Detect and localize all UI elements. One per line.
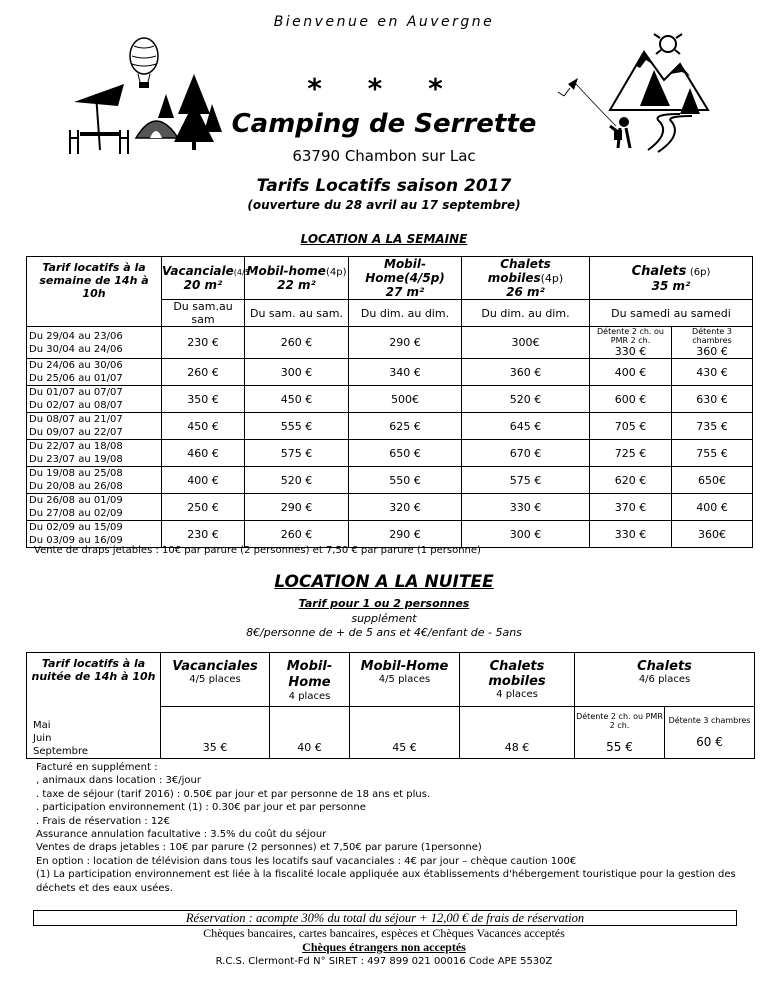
nightly-corner-header: Tarif locatifs à la nuitée de 14h à 10h (27, 653, 161, 707)
price-cell: 520 € (245, 467, 349, 494)
price-cell: 300 € (462, 521, 590, 548)
price-cell: 450 € (245, 386, 349, 413)
notes-block (36, 761, 756, 895)
price-cell: 650€ (672, 467, 753, 494)
period-label: Du sam. au sam. (245, 300, 349, 327)
reservation-box: Réservation : acompte 30% du total du séjour + 12,00 € de frais de réservation (33, 910, 737, 926)
price-cell: 575 € (245, 440, 349, 467)
price-cell: 300€ (462, 327, 590, 359)
col-header: Chalets mobiles(4p) 26 m² (462, 257, 590, 300)
table-row (27, 413, 753, 440)
payment-methods: Chèques bancaires, cartes bancaires, espèces et Chèques Vacances acceptés (203, 926, 565, 940)
table-row (27, 494, 753, 521)
date-range: Du 08/07 au 21/07 Du 09/07 au 22/07 (27, 413, 162, 440)
date-range: Du 01/07 au 07/07 Du 02/07 au 08/07 (27, 386, 162, 413)
price-cell: 290 € (245, 494, 349, 521)
note-line: En option : location de télévision dans tous les locatifs sauf vacanciales : 4€ par jour – chèque caution 100€ (36, 855, 577, 867)
table-row (27, 359, 753, 386)
price-cell: Détente 3 chambres 60 € (665, 707, 755, 759)
price-cell: 40 € (270, 707, 350, 759)
nightly-section-title: LOCATION A LA NUITEE (274, 572, 494, 592)
price-cell: 575 € (462, 467, 590, 494)
price-cell: 260 € (162, 359, 245, 386)
table-row (27, 440, 753, 467)
note-line: Assurance annulation facultative : 3.5% du coût du séjour (36, 829, 327, 841)
price-cell: 620 € (590, 467, 672, 494)
table-row (27, 467, 753, 494)
price-cell: 250 € (162, 494, 245, 521)
date-range: Du 22/07 au 18/08 Du 23/07 au 19/08 (27, 440, 162, 467)
weekly-price-table (26, 256, 753, 548)
weekly-corner-header: Tarif locatifs à la semaine de 14h à 10h (27, 257, 162, 327)
price-cell: 330 € (462, 494, 590, 521)
date-range: Du 26/08 au 01/09 Du 27/08 au 02/09 (27, 494, 162, 521)
col-header: Mobil-Home 4/5 places (350, 653, 460, 707)
period-label: Du sam.au sam (162, 300, 245, 327)
price-cell: Détente 3 chambres 360 € (672, 327, 753, 359)
price-cell: 48 € (460, 707, 575, 759)
period-label: Du dim. au dim. (349, 300, 462, 327)
supplement-text: 8€/personne de + de 5 ans et 4€/enfant de - 5ans (246, 626, 522, 639)
note-line: (1) La participation environnement est liée à la fiscalité locale appliquée aux établissements d'hébergement touristique pour la gestion des déchets et des eaux usées. (36, 869, 736, 894)
opening-dates: (ouverture du 28 avril au 17 septembre) (247, 198, 521, 212)
rating-stars: * * * (307, 72, 461, 105)
period-label: Du dim. au dim. (462, 300, 590, 327)
price-cell: 430 € (672, 359, 753, 386)
price-cell: 350 € (162, 386, 245, 413)
date-range: Du 02/09 au 15/09 Du 03/09 au 16/09 (27, 521, 162, 548)
col-header: Chalets mobiles 4 places (460, 653, 575, 707)
table-row (27, 707, 755, 759)
price-cell: 460 € (162, 440, 245, 467)
price-cell: 555 € (245, 413, 349, 440)
col-header: Mobil-Home 4 places (270, 653, 350, 707)
price-cell: 735 € (672, 413, 753, 440)
price-cell: 650 € (349, 440, 462, 467)
price-cell: 500€ (349, 386, 462, 413)
price-cell: 550 € (349, 467, 462, 494)
price-cell: 370 € (590, 494, 672, 521)
price-cell: 645 € (462, 413, 590, 440)
col-header: Mobil-Home(4/5p) 27 m² (349, 257, 462, 300)
note-line: , animaux dans location : 3€/jour (36, 775, 201, 787)
price-cell: 725 € (590, 440, 672, 467)
price-cell: 360€ (672, 521, 753, 548)
page-title: Camping de Serrette (231, 109, 537, 139)
price-cell: Détente 2 ch. ou PMR 2 ch. 55 € (575, 707, 665, 759)
sheets-note: Vente de draps jetables : 10€ par parure (2 personnes) et 7,50 € par parure (1 personne) (34, 545, 481, 556)
weekly-section-title: LOCATION A LA SEMAINE (300, 232, 468, 246)
price-cell: 340 € (349, 359, 462, 386)
date-range: Du 29/04 au 23/06 Du 30/04 au 24/06 (27, 327, 162, 359)
price-cell: 260 € (245, 521, 349, 548)
price-cell: 450 € (162, 413, 245, 440)
price-cell: 705 € (590, 413, 672, 440)
price-cell: 330 € (590, 521, 672, 548)
price-cell: 625 € (349, 413, 462, 440)
tarif-title: Tarifs Locatifs saison 2017 (256, 176, 512, 196)
price-cell: 400 € (162, 467, 245, 494)
price-cell: 35 € (161, 707, 270, 759)
col-header: Vacanciales 4/5 places (161, 653, 270, 707)
price-cell: 400 € (672, 494, 753, 521)
date-range: Du 19/08 au 25/08 Du 20/08 au 26/08 (27, 467, 162, 494)
period-label: Du samedi au samedi (590, 300, 753, 327)
price-cell: 300 € (245, 359, 349, 386)
month-list: Mai Juin Septembre (27, 707, 161, 759)
registry-info: R.C.S. Clermont-Fd N° SIRET : 497 899 021 00016 Code APE 5530Z (215, 956, 553, 967)
sun-icon (654, 34, 682, 54)
col-header: Chalets (6p) 35 m² (590, 257, 753, 300)
price-cell: 290 € (349, 521, 462, 548)
note-line: Ventes de draps jetables : 10€ par parure (2 personnes) et 7,50€ par parure (1personne) (36, 842, 482, 854)
table-row (27, 386, 753, 413)
nightly-price-table (26, 652, 755, 759)
note-line: . participation environnement (1) : 0.30€ par jour et par personne (36, 802, 366, 814)
col-header: Vacanciale(4/5 20 m² (162, 257, 245, 300)
price-cell: 400 € (590, 359, 672, 386)
nightly-subtitle: Tarif pour 1 ou 2 personnes (298, 597, 470, 610)
address: 63790 Chambon sur Lac (292, 147, 476, 165)
col-header: Chalets 4/6 places (575, 653, 755, 707)
price-cell: 230 € (162, 327, 245, 359)
price-cell: 260 € (245, 327, 349, 359)
date-range: Du 24/06 au 30/06 Du 25/06 au 01/07 (27, 359, 162, 386)
price-cell: 45 € (350, 707, 460, 759)
welcome-text: Bienvenue en Auvergne (273, 14, 495, 30)
price-cell: 230 € (162, 521, 245, 548)
table-row (27, 521, 753, 548)
note-line: . Frais de réservation : 12€ (36, 815, 170, 827)
price-cell: 600 € (590, 386, 672, 413)
foreign-cheques-note: Chèques étrangers non acceptés (302, 940, 466, 954)
col-header: Mobil-home(4p) 22 m² (245, 257, 349, 300)
price-cell: 290 € (349, 327, 462, 359)
note-line: . taxe de séjour (tarif 2016) : 0.50€ par jour et par personne de 18 ans et plus. (36, 788, 431, 800)
price-cell: 755 € (672, 440, 753, 467)
note-line: Facturé en supplément : (36, 762, 158, 773)
supplement-label: supplément (351, 612, 417, 625)
price-cell: 320 € (349, 494, 462, 521)
price-cell: 670 € (462, 440, 590, 467)
table-row (27, 327, 753, 359)
price-cell: 520 € (462, 386, 590, 413)
price-cell: 630 € (672, 386, 753, 413)
price-cell: 360 € (462, 359, 590, 386)
price-cell: Détente 2 ch. ou PMR 2 ch. 330 € (590, 327, 672, 359)
